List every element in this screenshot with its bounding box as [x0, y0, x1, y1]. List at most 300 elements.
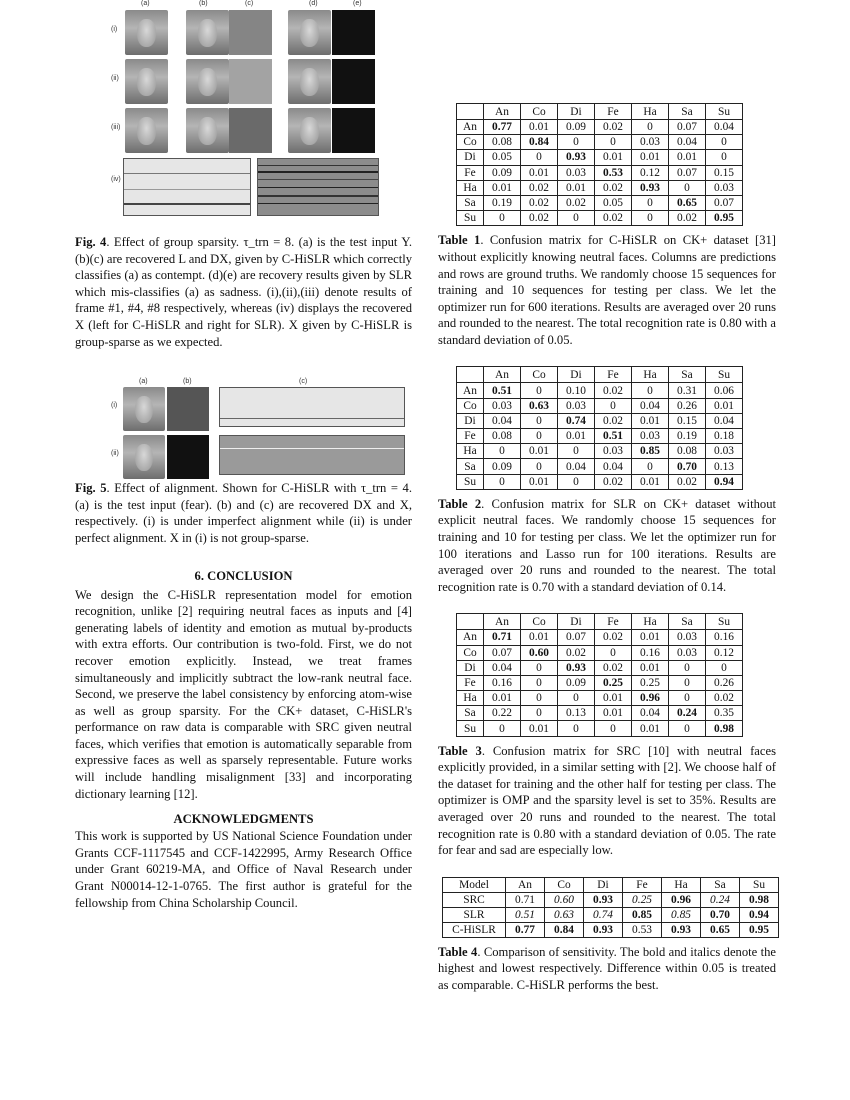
column-header: Sa [669, 367, 706, 383]
row-header: An [457, 383, 484, 398]
table-cell: 0.02 [669, 211, 706, 226]
table-cell: 0.02 [595, 660, 632, 675]
table-cell: 0.71 [506, 892, 545, 907]
table-row [443, 907, 779, 922]
table-cell: 0.07 [484, 645, 521, 660]
table-cell: 0.02 [521, 195, 558, 210]
table-cell: 0 [484, 444, 521, 459]
row-header: Co [457, 645, 484, 660]
table-cell: 0.03 [669, 645, 706, 660]
table-cell: 0.07 [706, 195, 743, 210]
table-row [457, 675, 743, 690]
table-cell: 0.01 [595, 691, 632, 706]
row-header: SLR [443, 907, 506, 922]
table-cell: 0.85 [662, 907, 701, 922]
fig4-residual-e-ii [332, 59, 375, 104]
table-cell: 0 [706, 135, 743, 150]
table-cell: 0.01 [632, 660, 669, 675]
table-cell: 0.93 [662, 922, 701, 937]
table-cell: 0.16 [632, 645, 669, 660]
fig4-residual-c-ii [229, 59, 272, 104]
table-cell: 0 [484, 721, 521, 736]
fig5-face-a-i [123, 387, 165, 431]
row-header: An [457, 120, 484, 135]
table-row [457, 630, 743, 645]
table-row [443, 922, 779, 937]
table-cell: 0.04 [484, 660, 521, 675]
table-cell: 0.01 [521, 721, 558, 736]
fig4-row-label-iii: (iii) [111, 124, 121, 131]
table-cell: 0.77 [484, 120, 521, 135]
table-cell: 0.01 [521, 444, 558, 459]
table-cell: 0.74 [558, 413, 595, 428]
table-cell: 0.09 [484, 459, 521, 474]
table-row [457, 721, 743, 736]
table-cell: 0.04 [706, 120, 743, 135]
column-header: Ha [632, 104, 669, 120]
table-cell: 0.51 [595, 429, 632, 444]
table-cell: 0.08 [669, 444, 706, 459]
table-cell: 0.31 [669, 383, 706, 398]
table-row [457, 195, 743, 210]
table-cell: 0.93 [632, 180, 669, 195]
fig4-caption-lead: Fig. 4 [75, 235, 107, 249]
table-cell: 0.03 [484, 398, 521, 413]
fig5-col-label-c: (c) [299, 378, 308, 386]
table-cell: 0.12 [706, 645, 743, 660]
table-4 [442, 877, 779, 938]
column-header: Fe [595, 367, 632, 383]
table-cell: 0.08 [484, 135, 521, 150]
table-cell: 0.02 [595, 630, 632, 645]
fig4-face-d-i [288, 10, 331, 55]
table-cell: 0 [669, 675, 706, 690]
table-cell: 0 [558, 211, 595, 226]
row-header: Sa [457, 195, 484, 210]
table-cell: 0.71 [484, 630, 521, 645]
table-cell: 0.04 [558, 459, 595, 474]
table-cell: 0 [669, 691, 706, 706]
column-header: Co [545, 877, 584, 892]
table-row [457, 180, 743, 195]
table-cell: 0 [669, 180, 706, 195]
table-cell: 0.03 [632, 429, 669, 444]
column-header: An [484, 614, 521, 630]
row-header: Sa [457, 459, 484, 474]
table-cell: 0.16 [706, 630, 743, 645]
table-cell: 0.16 [484, 675, 521, 690]
table-row [457, 135, 743, 150]
fig5-col-label-b: (b) [183, 378, 192, 386]
table-cell: 0.01 [706, 398, 743, 413]
table-header-row [457, 367, 743, 383]
table-cell: 0.05 [484, 150, 521, 165]
header-corner [457, 104, 484, 120]
row-header: Fe [457, 165, 484, 180]
fig4-col-label-a: (a) [141, 0, 150, 7]
ack-heading: ACKNOWLEDGMENTS [173, 812, 314, 827]
column-header: Di [584, 877, 623, 892]
table-cell: 0.01 [484, 691, 521, 706]
column-header: Fe [623, 877, 662, 892]
table2-caption-text: . Confusion matrix for SLR on CK+ dataset without explicit neutral faces. We randomly choose 15 sequences for training and 10 for testing per class. We let the optimizer run for 100 iterations and Lasso run for 100 iterations. Results are averaged over 20 runs and rounded to the nearest. The total recognition rate is 0.70 with a standard deviation of 0.14. [438, 496, 776, 594]
table-cell: 0.19 [484, 195, 521, 210]
column-header: An [506, 877, 545, 892]
table-cell: 0.85 [632, 444, 669, 459]
table-cell: 0.95 [706, 211, 743, 226]
table-cell: 0.51 [506, 907, 545, 922]
table-cell: 0.19 [669, 429, 706, 444]
table-cell: 0.01 [521, 165, 558, 180]
column-header: Sa [669, 614, 706, 630]
table-cell: 0.96 [662, 892, 701, 907]
table-cell: 0.26 [669, 398, 706, 413]
table-cell: 0.02 [595, 211, 632, 226]
table-cell: 0.93 [558, 150, 595, 165]
table-cell: 0.63 [521, 398, 558, 413]
figure-5 [75, 378, 412, 478]
table-row [457, 383, 743, 398]
table-row [457, 429, 743, 444]
ack-text: This work is supported by US National Science Foundation under Grants CCF-1117545 and CCF-1422995, Army Research Office under Grant 60219-MA, and Office of Naval Research under Grant N00014-12-1-0765. The first author is grateful for the fellowship from China Scholarship Council. [75, 829, 412, 910]
table1-caption [438, 232, 776, 348]
table-cell: 0.95 [740, 922, 779, 937]
table-cell: 0.65 [669, 195, 706, 210]
table-cell: 0.51 [484, 383, 521, 398]
table-cell: 0.02 [521, 180, 558, 195]
row-header: An [457, 630, 484, 645]
column-header: Di [558, 367, 595, 383]
table-cell: 0.02 [595, 120, 632, 135]
fig5-row-label-ii: (ii) [111, 450, 119, 458]
header-corner [457, 614, 484, 630]
table-cell: 0.25 [595, 675, 632, 690]
table-cell: 0.04 [706, 413, 743, 428]
table-cell: 0 [632, 120, 669, 135]
column-header: Di [558, 104, 595, 120]
table-cell: 0.02 [595, 180, 632, 195]
table-2 [456, 366, 743, 489]
table-cell: 0.24 [669, 706, 706, 721]
table-cell: 0.03 [558, 165, 595, 180]
table-cell: 0.03 [706, 444, 743, 459]
fig4-face-b-ii [186, 59, 229, 104]
table-cell: 0.63 [545, 907, 584, 922]
table-row [457, 660, 743, 675]
column-header: Su [740, 877, 779, 892]
fig5-row-label-i: (i) [111, 402, 118, 410]
row-header: Di [457, 660, 484, 675]
column-header: Di [558, 614, 595, 630]
table-cell: 0.07 [669, 120, 706, 135]
table-cell: 0.01 [521, 630, 558, 645]
table-cell: 0 [558, 721, 595, 736]
table-cell: 0.53 [595, 165, 632, 180]
table-cell: 0.02 [595, 474, 632, 489]
table-row [457, 706, 743, 721]
figure-4 [75, 0, 412, 240]
table-cell: 0 [521, 675, 558, 690]
table-cell: 0.98 [706, 721, 743, 736]
column-header: Co [521, 367, 558, 383]
table-cell: 0.01 [632, 150, 669, 165]
table-cell: 0.03 [595, 444, 632, 459]
table-cell: 0 [521, 691, 558, 706]
table-row [457, 691, 743, 706]
table-cell: 0.77 [506, 922, 545, 937]
table2-caption-lead: Table 2 [438, 496, 482, 511]
table-cell: 0.03 [632, 135, 669, 150]
table-cell: 0.01 [669, 150, 706, 165]
table-cell: 0.25 [623, 892, 662, 907]
table-cell: 0.04 [669, 135, 706, 150]
fig4-residual-e-i [332, 10, 375, 55]
table-cell: 0 [706, 660, 743, 675]
table-cell: 0.93 [584, 892, 623, 907]
table-cell: 0.15 [669, 413, 706, 428]
fig4-residual-e-iii [332, 108, 375, 153]
table1-caption-lead: Table 1 [438, 233, 481, 248]
column-header: Ha [632, 367, 669, 383]
table-cell: 0 [632, 195, 669, 210]
table-cell: 0.35 [706, 706, 743, 721]
fig5-caption [75, 480, 412, 546]
table4-caption-lead: Table 4 [438, 944, 478, 959]
table-cell: 0.01 [632, 721, 669, 736]
row-header: Di [457, 150, 484, 165]
table-cell: 0 [595, 645, 632, 660]
table-cell: 0 [521, 660, 558, 675]
table-cell: 0.02 [521, 211, 558, 226]
conclusion-text: We design the C-HiSLR representation model for emotion recognition, unlike [2] requiring neutral faces as inputs and [4] generating labels of identity and emotion as mutual by-products with extra efforts. Our contribution is two-fold. First, we do not recover emotion explicitly. Instead, we treat frames simultaneously and implicitly subtract the low-rank neutral face. Second, we preserve the label consistency by enforcing atom-wise as well as group sparsity. For the CK+ dataset, C-HiSLR's performance on raw data is comparable with SRC given neutral faces, which verifies that emotion is automatically separable from expressive faces as well as sparsely representable. Future works will include handling misalignment [33] and incorporating dictionary learning [12]. [75, 587, 412, 801]
table-cell: 0.04 [595, 459, 632, 474]
table-cell: 0 [521, 413, 558, 428]
table-cell: 0.09 [484, 165, 521, 180]
table-header-row [443, 877, 779, 892]
row-header: SRC [443, 892, 506, 907]
table-cell: 0.07 [669, 165, 706, 180]
right-column [438, 103, 776, 994]
fig5-x-plot-ii [219, 435, 405, 475]
table-cell: 0.02 [669, 474, 706, 489]
table-cell: 0.94 [740, 907, 779, 922]
table-cell: 0.84 [521, 135, 558, 150]
table-row [457, 459, 743, 474]
table-cell: 0.08 [484, 429, 521, 444]
table-cell: 0.53 [623, 922, 662, 937]
table-cell: 0.03 [706, 180, 743, 195]
table-cell: 0.01 [558, 180, 595, 195]
table-cell: 0.01 [595, 150, 632, 165]
table-cell: 0 [706, 150, 743, 165]
table-cell: 0.15 [706, 165, 743, 180]
table-cell: 0.02 [558, 645, 595, 660]
table-cell: 0 [521, 150, 558, 165]
table-header-row [457, 104, 743, 120]
table-3 [456, 613, 743, 736]
table-cell: 0.96 [632, 691, 669, 706]
table-cell: 0 [669, 660, 706, 675]
fig4-row-label-i: (i) [111, 26, 118, 33]
table-cell: 0.02 [595, 383, 632, 398]
table-cell: 0.94 [706, 474, 743, 489]
table-cell: 0 [558, 474, 595, 489]
column-header: Su [706, 614, 743, 630]
column-header: Sa [669, 104, 706, 120]
table-header-row [457, 614, 743, 630]
header-corner [457, 367, 484, 383]
table-row [457, 165, 743, 180]
table-cell: 0.03 [669, 630, 706, 645]
table-cell: 0 [632, 459, 669, 474]
table-cell: 0.01 [484, 180, 521, 195]
row-header: Ha [457, 180, 484, 195]
table-cell: 0.26 [706, 675, 743, 690]
fig4-face-a-i [125, 10, 168, 55]
fig4-face-d-iii [288, 108, 331, 153]
row-header: Su [457, 211, 484, 226]
table-cell: 0.74 [584, 907, 623, 922]
table-cell: 0.25 [632, 675, 669, 690]
table-cell: 0 [632, 211, 669, 226]
table-cell: 0.13 [706, 459, 743, 474]
fig4-caption [75, 234, 412, 350]
table-cell: 0.65 [701, 922, 740, 937]
table-cell: 0 [521, 383, 558, 398]
table-cell: 0.12 [632, 165, 669, 180]
table-cell: 0.98 [740, 892, 779, 907]
table-row [457, 474, 743, 489]
table-cell: 0 [521, 429, 558, 444]
table-cell: 0.01 [521, 474, 558, 489]
table-cell: 0 [595, 398, 632, 413]
conclusion-heading: 6. CONCLUSION [194, 568, 293, 583]
fig4-caption-text: . Effect of group sparsity. τ_trn = 8. (a) is the test input Y. (b)(c) are recovered L and DX, given by C-HiSLR which correctly classifies (a) as contempt. (d)(e) are recovery results given by SLR which mis-classifies (a) as sadness. (i),(ii),(iii) denote results of frame #1, #4, #8 respectively, whereas (iv) displays the recovered X (left for C-HiSLR and right for SLR). X given by C-HiSLR is group-sparse as we expected. [75, 235, 412, 349]
table-cell: 0 [521, 459, 558, 474]
fig5-residual-b-i [167, 387, 209, 431]
table-cell: 0 [632, 383, 669, 398]
fig4-residual-c-iii [229, 108, 272, 153]
fig5-residual-b-ii [167, 435, 209, 479]
table-cell: 0.18 [706, 429, 743, 444]
column-header: An [484, 104, 521, 120]
table-cell: 0.01 [632, 630, 669, 645]
row-header: Di [457, 413, 484, 428]
column-header: Fe [595, 614, 632, 630]
table-cell: 0 [521, 706, 558, 721]
fig5-caption-text: . Effect of alignment. Shown for C-HiSLR with τ_trn = 4. (a) is the test input (fear). (b) and (c) are recovered DX and X, respectively. (i) is under imperfect alignment while (ii) is under perfect alignment. X in (i) is not group-sparse. [75, 481, 412, 545]
table-cell: 0.93 [558, 660, 595, 675]
fig4-face-a-iii [125, 108, 168, 153]
table-row [457, 645, 743, 660]
table-cell: 0.60 [545, 892, 584, 907]
fig4-col-label-d: (d) [309, 0, 318, 7]
row-header: Su [457, 474, 484, 489]
table-cell: 0.84 [545, 922, 584, 937]
fig4-row-label-ii: (ii) [111, 75, 119, 82]
table1-caption-text: . Confusion matrix for C-HiSLR on CK+ dataset [31] without explicitly knowing neutral faces. Columns are predictions and rows are ground truths. We randomly choose 15 sequences for training and 10 sequences for testing per class. We let the optimizer run for 600 iterations. Results are averaged over 20 runs and rounded to the nearest. The total recognition rate is 0.80 with a standard deviation of 0.05. [438, 233, 776, 347]
table-cell: 0.01 [632, 474, 669, 489]
fig4-x-plot-slr [257, 158, 379, 216]
table-cell: 0.02 [558, 195, 595, 210]
table-row [457, 150, 743, 165]
table4-caption [438, 944, 776, 994]
row-header: Fe [457, 429, 484, 444]
fig4-row-label-iv: (iv) [111, 176, 121, 183]
table-cell: 0 [669, 721, 706, 736]
fig5-caption-lead: Fig. 5 [75, 481, 107, 496]
fig5-x-plot-i [219, 387, 405, 427]
table-cell: 0 [484, 211, 521, 226]
row-header: C-HiSLR [443, 922, 506, 937]
fig4-face-b-i [186, 10, 229, 55]
column-header: Co [521, 104, 558, 120]
table2-caption [438, 496, 776, 596]
fig5-col-label-a: (a) [139, 378, 148, 386]
table-1 [456, 103, 743, 226]
table-cell: 0.01 [632, 413, 669, 428]
table-cell: 0.01 [521, 120, 558, 135]
fig4-face-a-ii [125, 59, 168, 104]
row-header: Ha [457, 691, 484, 706]
column-header: Su [706, 367, 743, 383]
table-cell: 0.04 [484, 413, 521, 428]
fig4-x-plot-chislr [123, 158, 251, 216]
row-header: Sa [457, 706, 484, 721]
table-cell: 0.04 [632, 398, 669, 413]
fig4-face-d-ii [288, 59, 331, 104]
table-cell: 0.01 [558, 429, 595, 444]
table-cell: 0.93 [584, 922, 623, 937]
table-cell: 0.02 [595, 413, 632, 428]
table-cell: 0.09 [558, 120, 595, 135]
fig5-face-a-ii [123, 435, 165, 479]
fig4-col-label-c: (c) [245, 0, 254, 7]
fig4-residual-c-i [229, 10, 272, 55]
table-cell: 0 [595, 135, 632, 150]
fig4-face-b-iii [186, 108, 229, 153]
table-cell: 0.01 [595, 706, 632, 721]
table-cell: 0 [558, 444, 595, 459]
column-header: Sa [701, 877, 740, 892]
row-header: Ha [457, 444, 484, 459]
table-cell: 0.06 [706, 383, 743, 398]
column-header: Ha [632, 614, 669, 630]
table-cell: 0 [558, 135, 595, 150]
table3-caption-lead: Table 3 [438, 743, 482, 758]
table-cell: 0.13 [558, 706, 595, 721]
table-cell: 0.07 [558, 630, 595, 645]
table-row [457, 413, 743, 428]
fig4-col-label-b: (b) [199, 0, 208, 7]
table3-caption-text: . Confusion matrix for SRC [10] with neutral faces explicitly provided, in a similar setting with [2]. We choose half of the dataset for training and the other half for testing per class. The optimizer is OMP and the sparsity level is set to 35%. Results are averaged over 20 runs and rounded to the nearest. The total recognition rate is 0.80 with a standard deviation of 0.05. The rate for fear and sad are especially low. [438, 743, 776, 858]
row-header: Fe [457, 675, 484, 690]
column-header: Co [521, 614, 558, 630]
table-cell: 0.09 [558, 675, 595, 690]
row-header: Co [457, 398, 484, 413]
fig4-col-label-e: (e) [353, 0, 362, 7]
table3-caption [438, 743, 776, 859]
table-cell: 0 [558, 691, 595, 706]
table-row [457, 120, 743, 135]
row-header: Co [457, 135, 484, 150]
table4-caption-text: . Comparison of sensitivity. The bold and italics denote the highest and lowest respectively. Difference within 0.05 is treated as comparable. C-HiSLR performs the best. [438, 944, 776, 992]
table-cell: 0.60 [521, 645, 558, 660]
table-cell: 0.04 [632, 706, 669, 721]
column-header: Su [706, 104, 743, 120]
table-row [443, 892, 779, 907]
table-row [457, 211, 743, 226]
